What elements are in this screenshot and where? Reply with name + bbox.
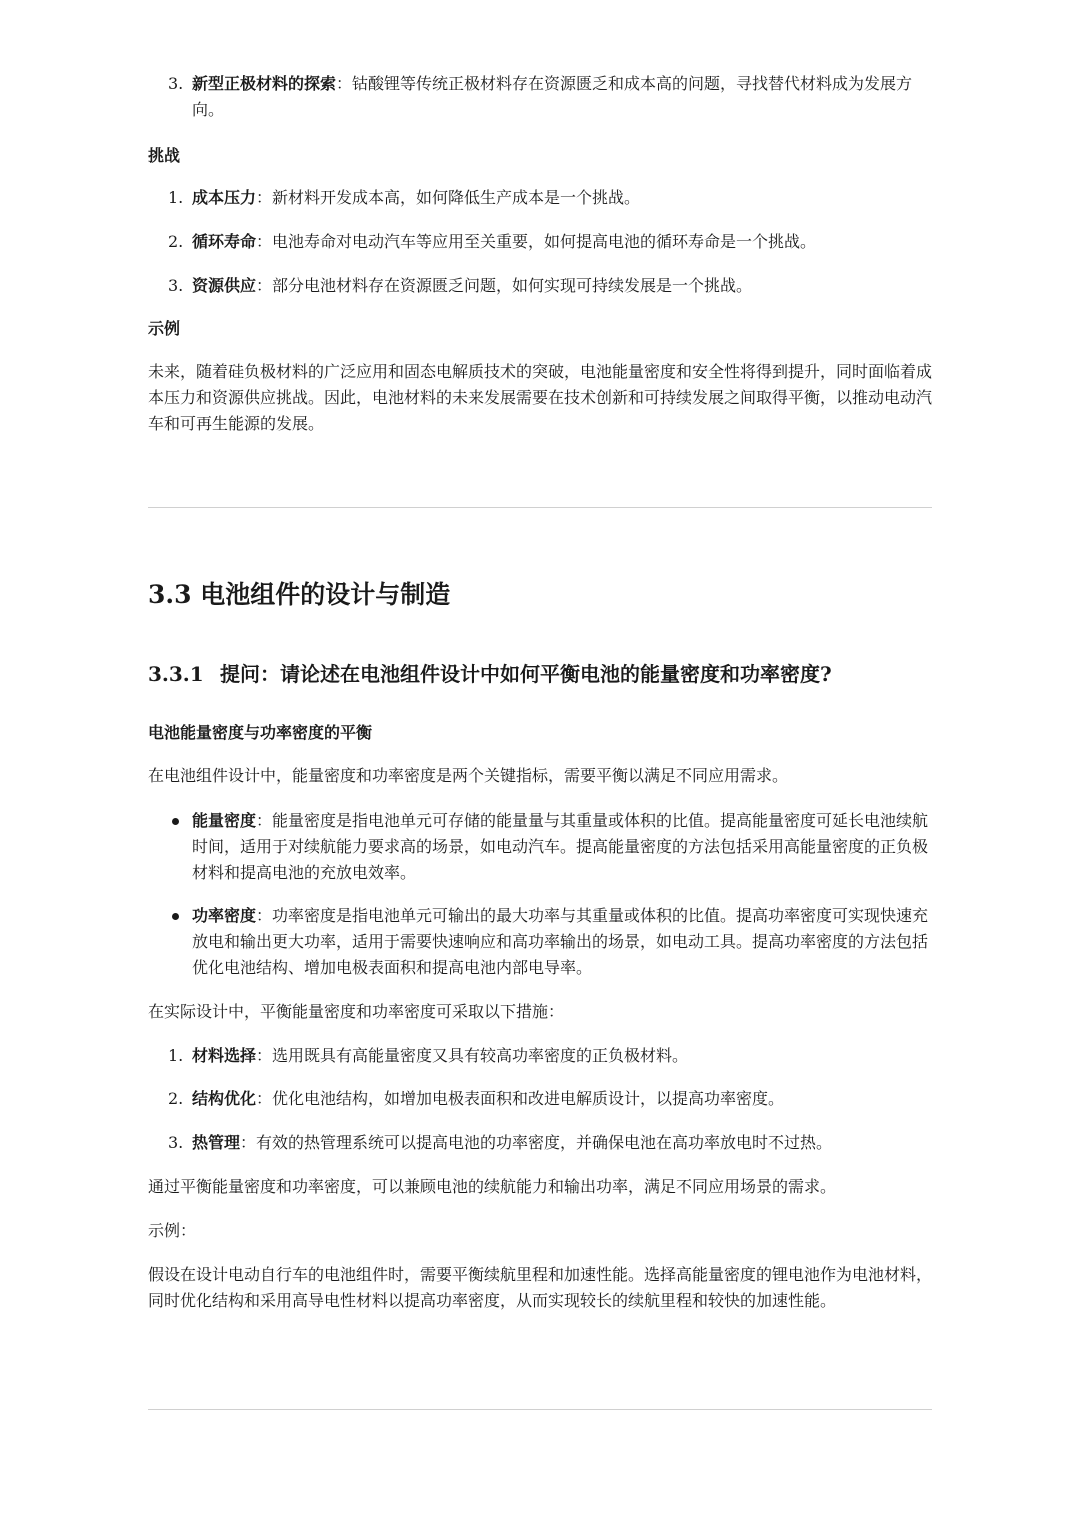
list-item-body bbox=[192, 71, 932, 123]
bullet-body bbox=[192, 808, 932, 886]
list-item-body bbox=[192, 185, 932, 211]
bullet-text: ：能量密度是指电池单元可存储的能量量与其重量或体积的比值。提高能量密度可延长电池续航时间，适用于对续航能力要求高的场景，如电动汽车。提高能量密度的方法包括采用高能量密度的正负极材料和提高电池的充放电效率。 bbox=[192, 811, 929, 882]
list-item-label: 成本压力 bbox=[192, 188, 257, 207]
list-item-body bbox=[192, 1130, 932, 1156]
list-item-text: ：部分电池材料存在资源匮乏问题，如何实现可持续发展是一个挑战。 bbox=[256, 276, 753, 295]
list-item-text: ：电池寿命对电动汽车等应用至关重要，如何提高电池的循环寿命是一个挑战。 bbox=[256, 232, 817, 251]
conclusion-paragraph: 通过平衡能量密度和功率密度，可以兼顾电池的续航能力和输出功率，满足不同应用场景的需求。 bbox=[148, 1177, 837, 1196]
list-number: 3. bbox=[168, 276, 184, 295]
subsection-number: 3.3.1 bbox=[148, 662, 204, 686]
bullet-text: ：功率密度是指电池单元可输出的最大功率与其重量或体积的比值。提高功率密度可实现快速充放电和输出更大功率，适用于需要快速响应和高功率输出的场景，如电动工具。提高功率密度的方法包括优化电池结构、增加电极表面积和提高电池内部电导率。 bbox=[192, 906, 929, 977]
section-divider bbox=[148, 1409, 932, 1410]
bullet-label: 功率密度 bbox=[192, 906, 257, 925]
list-number: 3. bbox=[168, 74, 184, 93]
list-number: 1. bbox=[168, 1046, 184, 1065]
list-item-body bbox=[192, 1043, 932, 1069]
list-item-body bbox=[192, 273, 932, 299]
list-number: 2. bbox=[168, 1089, 184, 1108]
intro-paragraph: 在电池组件设计中，能量密度和功率密度是两个关键指标，需要平衡以满足不同应用需求。 bbox=[148, 766, 789, 785]
list-item-label: 资源供应 bbox=[192, 276, 257, 295]
example-paragraph: 假设在设计电动自行车的电池组件时，需要平衡续航里程和加速性能。选择高能量密度的锂电池作为电池材料，同时优化结构和采用高导电性材料以提高功率密度，从而实现较长的续航里程和较快的加速性能。 bbox=[148, 1265, 933, 1310]
list-item-label: 材料选择 bbox=[192, 1046, 257, 1065]
list-item-text: ：钴酸锂等传统正极材料存在资源匮乏和成本高的问题，寻找替代材料成为发展方向。 bbox=[192, 74, 913, 119]
measures-intro: 在实际设计中，平衡能量密度和功率密度可采取以下措施： bbox=[148, 1002, 565, 1021]
list-item-text: ：优化电池结构，如增加电极表面积和改进电解质设计，以提高功率密度。 bbox=[256, 1089, 785, 1108]
list-item-text: ：选用既具有高能量密度又具有较高功率密度的正负极材料。 bbox=[256, 1046, 689, 1065]
list-item-label: 热管理 bbox=[192, 1133, 241, 1152]
list-item-label: 新型正极材料的探索 bbox=[192, 74, 337, 93]
list-item-label: 循环寿命 bbox=[192, 232, 257, 251]
example-paragraph: 未来，随着硅负极材料的广泛应用和固态电解质技术的突破，电池能量密度和安全性将得到提升，同时面临着成本压力和资源供应挑战。因此，电池材料的未来发展需要在技术创新和可持续发展之间取得平衡，以推动电动汽车和可再生能源的发展。 bbox=[148, 362, 933, 433]
section-title: 3.3 电池组件的设计与制造 bbox=[148, 580, 451, 609]
list-item-text: ：有效的热管理系统可以提高电池的功率密度，并确保电池在高功率放电时不过热。 bbox=[240, 1133, 833, 1152]
list-number: 3. bbox=[168, 1133, 184, 1152]
list-item-text: ：新材料开发成本高，如何降低生产成本是一个挑战。 bbox=[256, 188, 641, 207]
example-heading: 示例 bbox=[148, 319, 181, 338]
example-heading: 示例： bbox=[148, 1221, 197, 1240]
challenges-heading: 挑战 bbox=[148, 146, 181, 165]
list-item-label: 结构优化 bbox=[192, 1089, 257, 1108]
bullet-body bbox=[192, 903, 932, 981]
section-divider bbox=[148, 507, 932, 508]
list-item-body bbox=[192, 229, 932, 255]
bullet-dot bbox=[172, 818, 179, 825]
list-item-body bbox=[192, 1086, 932, 1112]
bullet-dot bbox=[172, 913, 179, 920]
list-number: 1. bbox=[168, 188, 184, 207]
list-number: 2. bbox=[168, 232, 184, 251]
bullet-label: 能量密度 bbox=[192, 811, 257, 830]
balance-heading: 电池能量密度与功率密度的平衡 bbox=[148, 723, 373, 742]
subsection-text: 提问：请论述在电池组件设计中如何平衡电池的能量密度和功率密度? bbox=[220, 662, 832, 686]
